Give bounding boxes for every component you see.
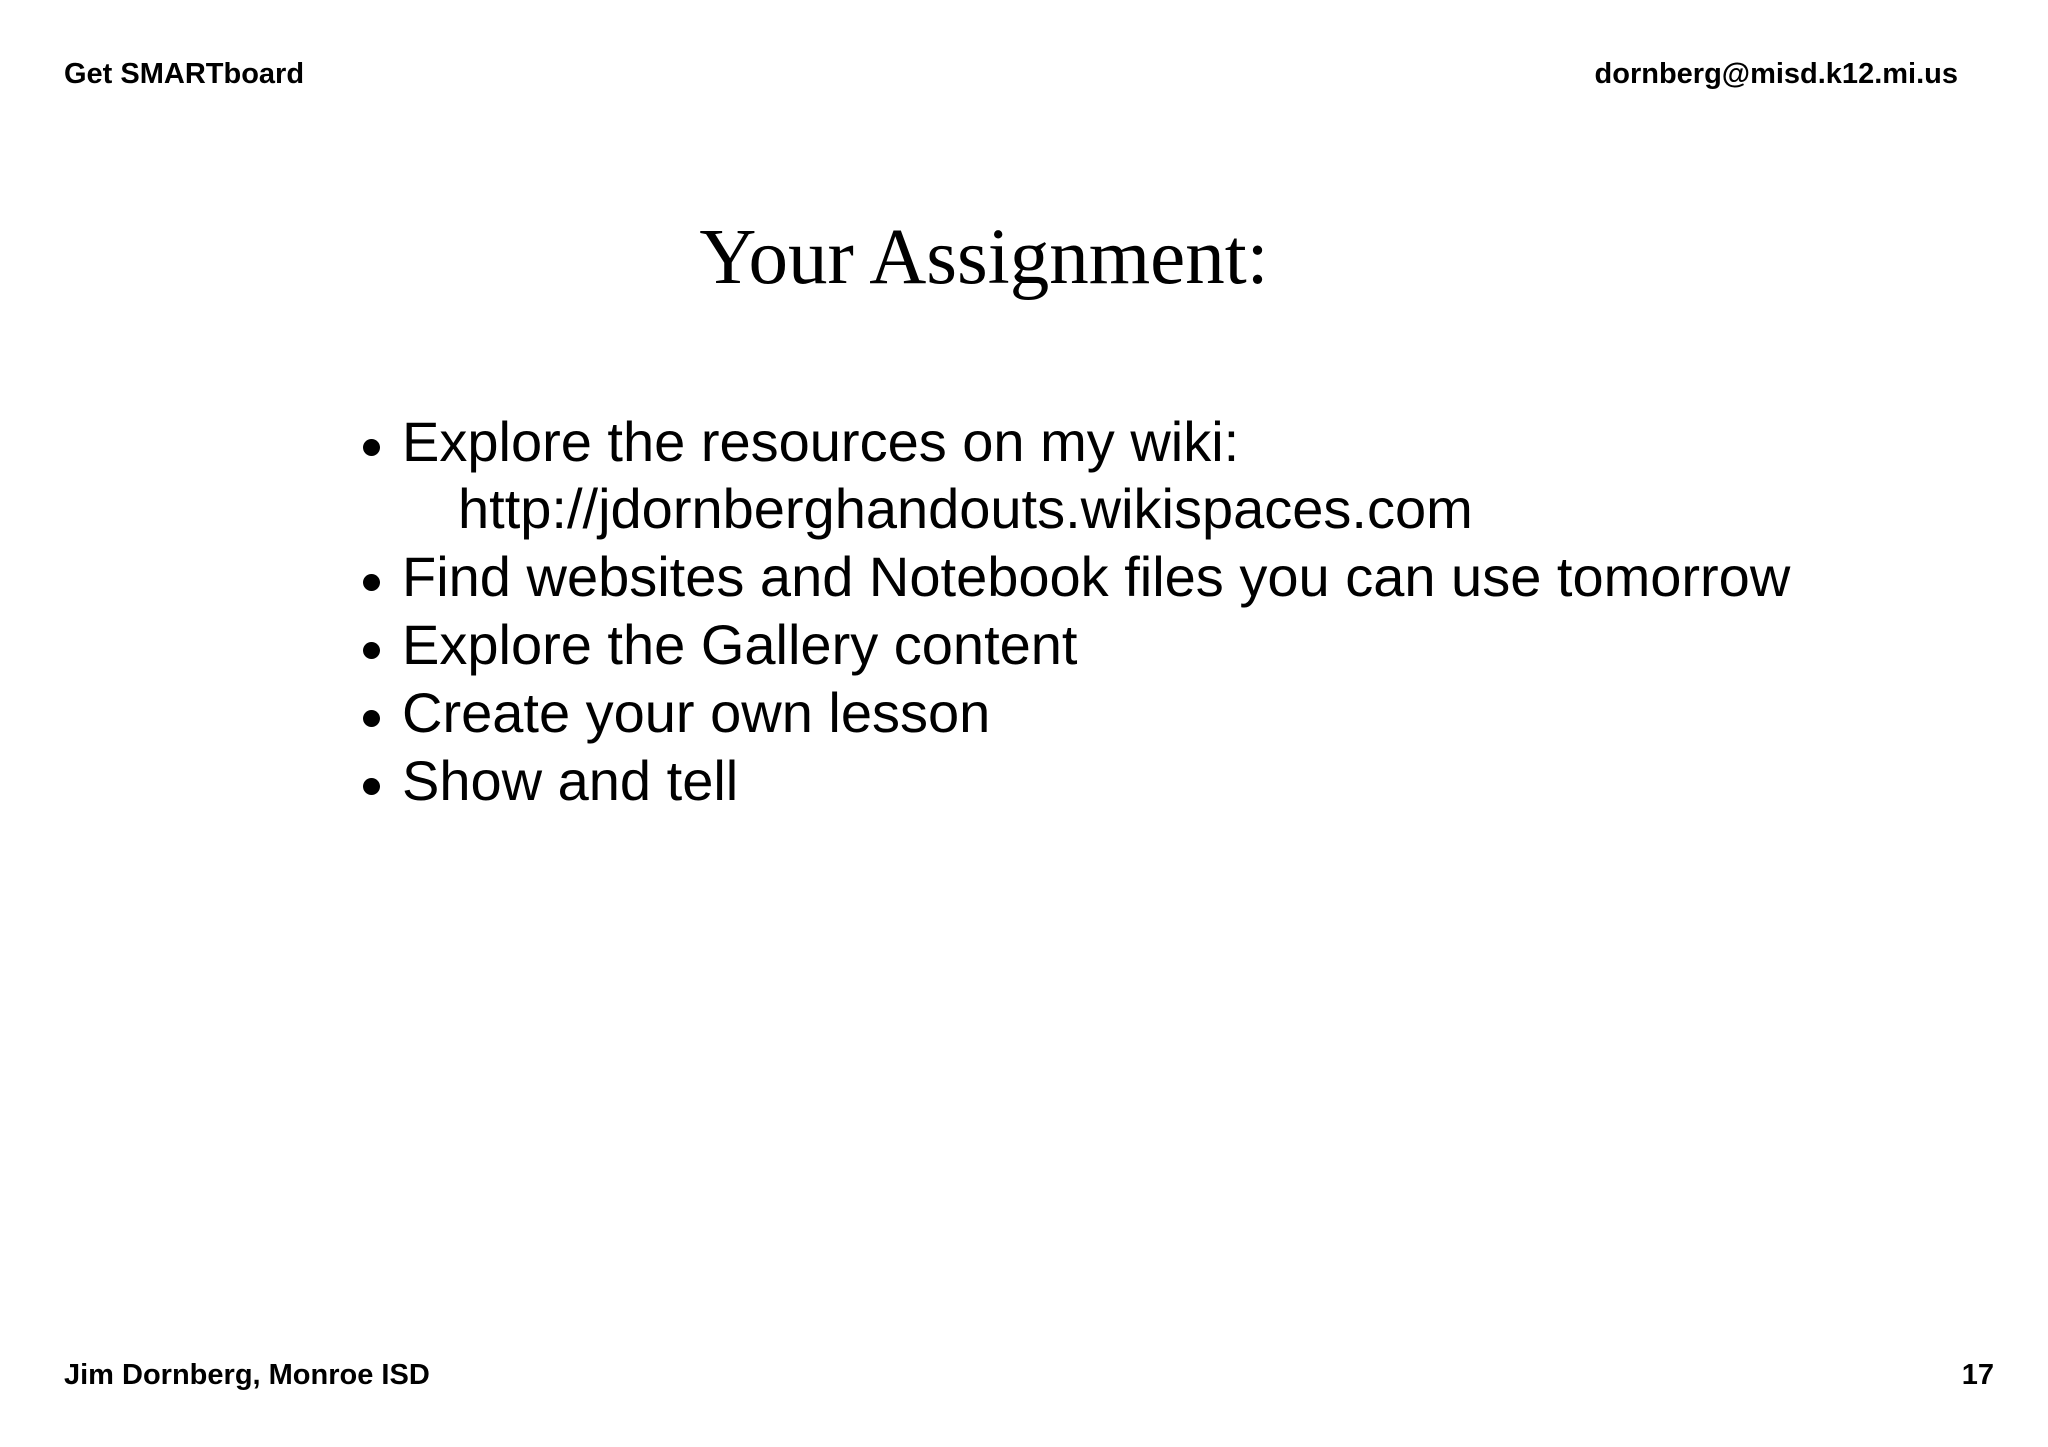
bullet-list <box>357 408 1790 815</box>
footer-author: Jim Dornberg, Monroe ISD <box>64 1359 430 1391</box>
bullet-text: Explore the Gallery content <box>402 613 1078 676</box>
page-number: 17 <box>1961 1359 1994 1391</box>
wiki-url: http://jdornberghandouts.wikispaces.com <box>458 477 1473 540</box>
list-item <box>357 679 1790 747</box>
bullet-icon <box>363 710 380 727</box>
bullet-icon <box>363 642 380 659</box>
bullet-icon <box>363 778 380 795</box>
list-item <box>357 543 1790 611</box>
header-left-text: Get SMARTboard <box>64 58 305 90</box>
bullet-icon <box>363 574 380 591</box>
bullet-text: Explore the resources on my wiki: <box>402 410 1240 473</box>
bullet-text: Show and tell <box>402 749 739 812</box>
bullet-text: Find websites and Notebook files you can use tomorrow <box>402 545 1791 608</box>
bullet-icon <box>363 439 380 456</box>
bullet-text: Create your own lesson <box>402 681 991 744</box>
list-item <box>357 408 1790 543</box>
header-email: dornberg@misd.k12.mi.us <box>1594 58 1958 90</box>
list-item <box>357 747 1790 815</box>
slide-title: Your Assignment: <box>699 214 1269 301</box>
list-item <box>357 611 1790 679</box>
